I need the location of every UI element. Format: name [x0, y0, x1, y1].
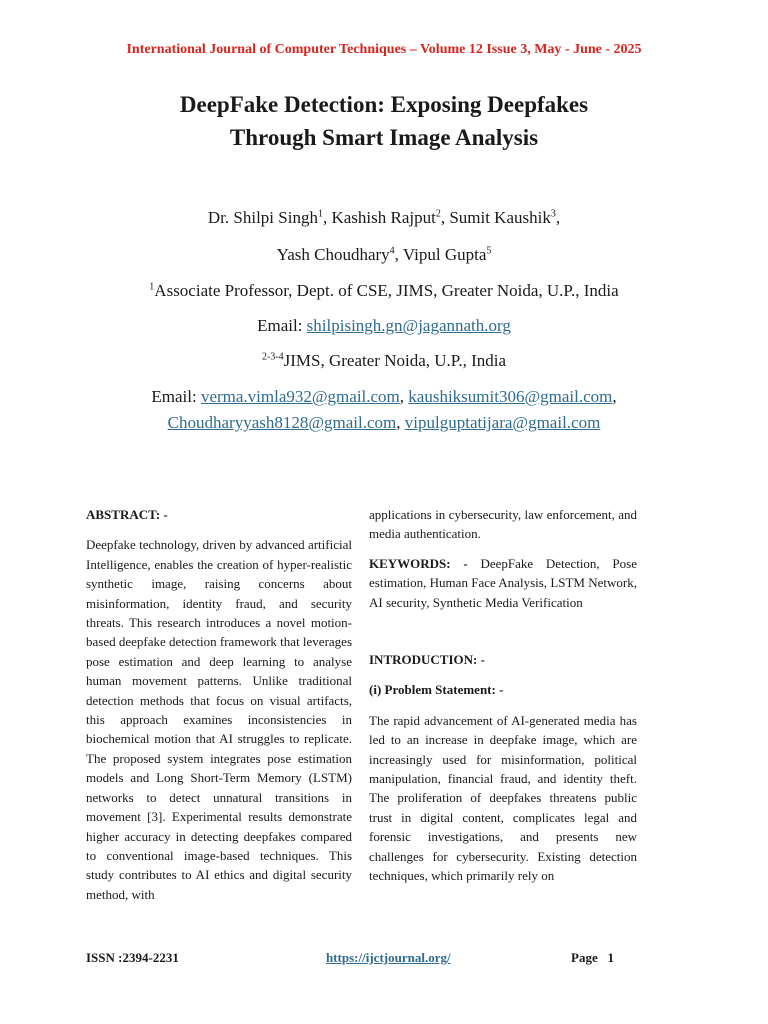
email-label: Email: — [257, 316, 307, 335]
email-link[interactable]: kaushiksumit306@gmail.com — [408, 387, 613, 406]
author-3: Sumit Kaushik — [449, 208, 551, 227]
email-line-1 — [0, 315, 768, 337]
footer-page — [571, 950, 614, 966]
affiliation-2-text: JIMS, Greater Noida, U.P., India — [283, 351, 507, 370]
abstract-text: Deepfake technology, driven by advanced artificial Intelligence, enables the creation of hyper-realistic synthetic image, raising concerns about misinformation, identity fraud, and security threats. This research introduces a novel motion-based deepfake detection framework that leverages pose estimation and deep learning to analyse human movement patterns. Unlike traditional detection methods that focus on visual artifacts, this approach examines inconsistencies in biochemical motion that AI struggles to replicate. The proposed system integrates pose estimation models and Long Short-Term Memory (LSTM) networks to detect unnatural transitions in movement [3]. Experimental results demonstrate higher accuracy in detecting deepfakes compared to conventional image-based techniques. This study contributes to AI ethics and digital security method, with — [86, 537, 353, 902]
email-link[interactable]: vipulguptatijara@gmail.com — [404, 413, 601, 432]
right-column — [369, 505, 637, 886]
author-5: Vipul Gupta — [402, 245, 487, 264]
introduction-text: The rapid advancement of AI-generated media has led to an increase in deepfake image, which are increasingly used for misinformation, political manipulation, financial fraud, and identity theft. The proliferation of deepfakes threatens public trust in digital content, complicates legal and forensic investigations, and presents new challenges for cybersecurity. Existing detection techniques, which primarily rely on — [369, 712, 637, 884]
journal-header: International Journal of Computer Techniques – Volume 12 Issue 3, May - June - 2025 — [126, 42, 642, 57]
abstract-heading: ABSTRACT: - — [86, 507, 168, 522]
introduction-heading: INTRODUCTION: - — [369, 652, 485, 668]
author-line-2: Yash Choudhary$^4$, Vipul Gupta$^5$ — [276, 245, 492, 264]
email-line-2: Email: verma.vimla932@gmail.com, kaushiksumit306@gmail.com, — [151, 387, 617, 406]
affiliation-1-sup: 1 — [149, 281, 155, 293]
page-label: Page — [571, 950, 598, 965]
title-line-1: DeepFake Detection: Exposing Deepfakes — [179, 92, 589, 117]
abstract-continuation: applications in cybersecurity, law enforcement, and media authentication. — [369, 507, 637, 542]
paper-title — [0, 88, 768, 154]
author-5-sup: 5 — [486, 245, 492, 257]
left-column — [86, 505, 352, 904]
footer-issn: ISSN :2394-2231 — [86, 950, 179, 965]
author-line-1: Dr. Shilpi Singh$^1$, Kashish Rajput$^2$, Sumit Kaushik$^3$, — [207, 208, 561, 227]
keywords-text: DeepFake Detection, Pose estimation, Human Face Analysis, LSTM Network, AI security, Synthetic Media Verification — [369, 555, 637, 610]
keywords-label: KEYWORDS: - — [369, 555, 468, 571]
affiliation-2-sup: 2-3-4 — [261, 351, 284, 363]
email-link[interactable]: verma.vimla932@gmail.com — [200, 387, 400, 406]
email-label: Email: — [151, 387, 201, 406]
author-4: Yash Choudhary — [276, 245, 390, 264]
problem-statement-heading: (i) Problem Statement: - — [369, 682, 504, 698]
author-4-sup: 4 — [389, 245, 395, 257]
footer-site-link[interactable]: https://ijctjournal.org/ — [326, 950, 451, 965]
title-line-2: Through Smart Image Analysis — [229, 125, 539, 150]
page-number: 1 — [607, 950, 614, 965]
email-link[interactable]: Choudharyyash8128@gmail.com — [167, 413, 397, 432]
affiliation-1-text: Associate Professor, Dept. of CSE, JIMS, Greater Noida, U.P., India — [154, 281, 619, 300]
author-1-sup: 1 — [317, 208, 323, 220]
author-2: Kashish Rajput — [331, 208, 436, 227]
author-3-sup: 3 — [550, 208, 556, 220]
affiliation-2 — [0, 350, 768, 372]
author-2-sup: 2 — [435, 208, 441, 220]
email-line-3: Choudharyyash8128@gmail.com, vipulguptatijara@gmail.com — [167, 413, 601, 432]
keywords — [369, 554, 637, 612]
affiliation-1 — [0, 280, 768, 302]
email-link[interactable]: shilpisingh.gn@jagannath.org — [306, 316, 511, 335]
author-1: Dr. Shilpi Singh — [207, 208, 318, 227]
